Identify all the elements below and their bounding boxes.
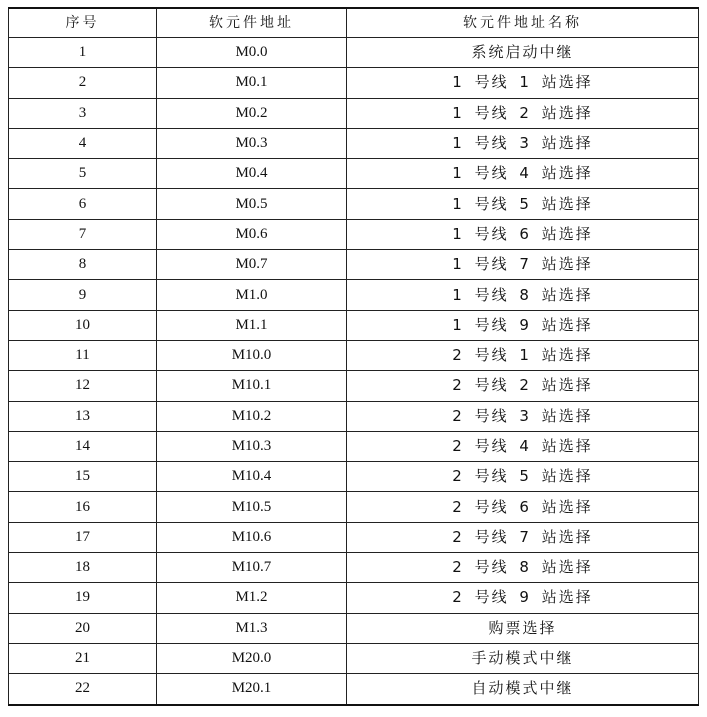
cell-index: 5 xyxy=(9,159,157,189)
header-index: 序号 xyxy=(9,8,157,38)
cell-address: M20.1 xyxy=(157,674,347,705)
table-row xyxy=(9,431,699,461)
cell-index: 10 xyxy=(9,310,157,340)
cell-name: 1 号线 7 站选择 xyxy=(347,250,699,280)
table-row xyxy=(9,310,699,340)
cell-address: M0.2 xyxy=(157,98,347,128)
cell-index: 2 xyxy=(9,68,157,98)
cell-address: M0.1 xyxy=(157,68,347,98)
table-row xyxy=(9,98,699,128)
cell-address: M0.6 xyxy=(157,219,347,249)
cell-name: 1 号线 8 站选择 xyxy=(347,280,699,310)
cell-name: 2 号线 5 站选择 xyxy=(347,462,699,492)
header-row xyxy=(9,8,699,38)
cell-name: 自动模式中继 xyxy=(347,674,699,705)
cell-index: 12 xyxy=(9,371,157,401)
cell-name: 2 号线 9 站选择 xyxy=(347,583,699,613)
cell-name: 2 号线 2 站选择 xyxy=(347,371,699,401)
cell-name: 1 号线 9 站选择 xyxy=(347,310,699,340)
header-name: 软元件地址名称 xyxy=(347,8,699,38)
cell-name: 购票选择 xyxy=(347,613,699,643)
cell-name: 2 号线 4 站选择 xyxy=(347,431,699,461)
cell-name: 手动模式中继 xyxy=(347,643,699,673)
cell-name: 1 号线 3 站选择 xyxy=(347,128,699,158)
table-row xyxy=(9,219,699,249)
cell-address: M0.5 xyxy=(157,189,347,219)
cell-address: M1.2 xyxy=(157,583,347,613)
table-row xyxy=(9,340,699,370)
table-row xyxy=(9,159,699,189)
table-row xyxy=(9,68,699,98)
table-header xyxy=(9,8,699,38)
cell-index: 22 xyxy=(9,674,157,705)
table-row xyxy=(9,280,699,310)
cell-address: M10.7 xyxy=(157,553,347,583)
cell-name: 系统启动中继 xyxy=(347,38,699,68)
cell-index: 13 xyxy=(9,401,157,431)
cell-address: M0.7 xyxy=(157,250,347,280)
cell-index: 17 xyxy=(9,522,157,552)
table-row xyxy=(9,250,699,280)
cell-name: 2 号线 3 站选择 xyxy=(347,401,699,431)
table-row xyxy=(9,492,699,522)
cell-address: M0.0 xyxy=(157,38,347,68)
cell-address: M10.5 xyxy=(157,492,347,522)
table-row xyxy=(9,189,699,219)
cell-name: 1 号线 2 站选择 xyxy=(347,98,699,128)
table-row xyxy=(9,128,699,158)
cell-address: M10.6 xyxy=(157,522,347,552)
cell-index: 9 xyxy=(9,280,157,310)
cell-address: M10.2 xyxy=(157,401,347,431)
cell-index: 4 xyxy=(9,128,157,158)
header-address: 软元件地址 xyxy=(157,8,347,38)
table-row xyxy=(9,553,699,583)
cell-address: M1.3 xyxy=(157,613,347,643)
cell-name: 2 号线 8 站选择 xyxy=(347,553,699,583)
cell-index: 18 xyxy=(9,553,157,583)
table-row xyxy=(9,674,699,705)
table-body xyxy=(9,38,699,705)
table-row xyxy=(9,462,699,492)
cell-index: 20 xyxy=(9,613,157,643)
table-row xyxy=(9,401,699,431)
cell-name: 1 号线 1 站选择 xyxy=(347,68,699,98)
cell-address: M10.3 xyxy=(157,431,347,461)
cell-index: 8 xyxy=(9,250,157,280)
table-row xyxy=(9,643,699,673)
cell-name: 2 号线 1 站选择 xyxy=(347,340,699,370)
cell-index: 1 xyxy=(9,38,157,68)
cell-name: 2 号线 6 站选择 xyxy=(347,492,699,522)
cell-index: 19 xyxy=(9,583,157,613)
cell-index: 3 xyxy=(9,98,157,128)
cell-address: M0.3 xyxy=(157,128,347,158)
address-table xyxy=(8,7,699,706)
cell-index: 16 xyxy=(9,492,157,522)
cell-address: M10.0 xyxy=(157,340,347,370)
table-row xyxy=(9,613,699,643)
cell-address: M10.1 xyxy=(157,371,347,401)
table-row xyxy=(9,38,699,68)
cell-address: M0.4 xyxy=(157,159,347,189)
table-row xyxy=(9,522,699,552)
cell-index: 11 xyxy=(9,340,157,370)
cell-index: 14 xyxy=(9,431,157,461)
cell-index: 6 xyxy=(9,189,157,219)
cell-name: 1 号线 5 站选择 xyxy=(347,189,699,219)
cell-name: 1 号线 6 站选择 xyxy=(347,219,699,249)
cell-name: 2 号线 7 站选择 xyxy=(347,522,699,552)
cell-address: M1.1 xyxy=(157,310,347,340)
cell-index: 15 xyxy=(9,462,157,492)
cell-index: 21 xyxy=(9,643,157,673)
cell-address: M1.0 xyxy=(157,280,347,310)
cell-index: 7 xyxy=(9,219,157,249)
cell-address: M10.4 xyxy=(157,462,347,492)
table-row xyxy=(9,371,699,401)
cell-name: 1 号线 4 站选择 xyxy=(347,159,699,189)
table-row xyxy=(9,583,699,613)
cell-address: M20.0 xyxy=(157,643,347,673)
